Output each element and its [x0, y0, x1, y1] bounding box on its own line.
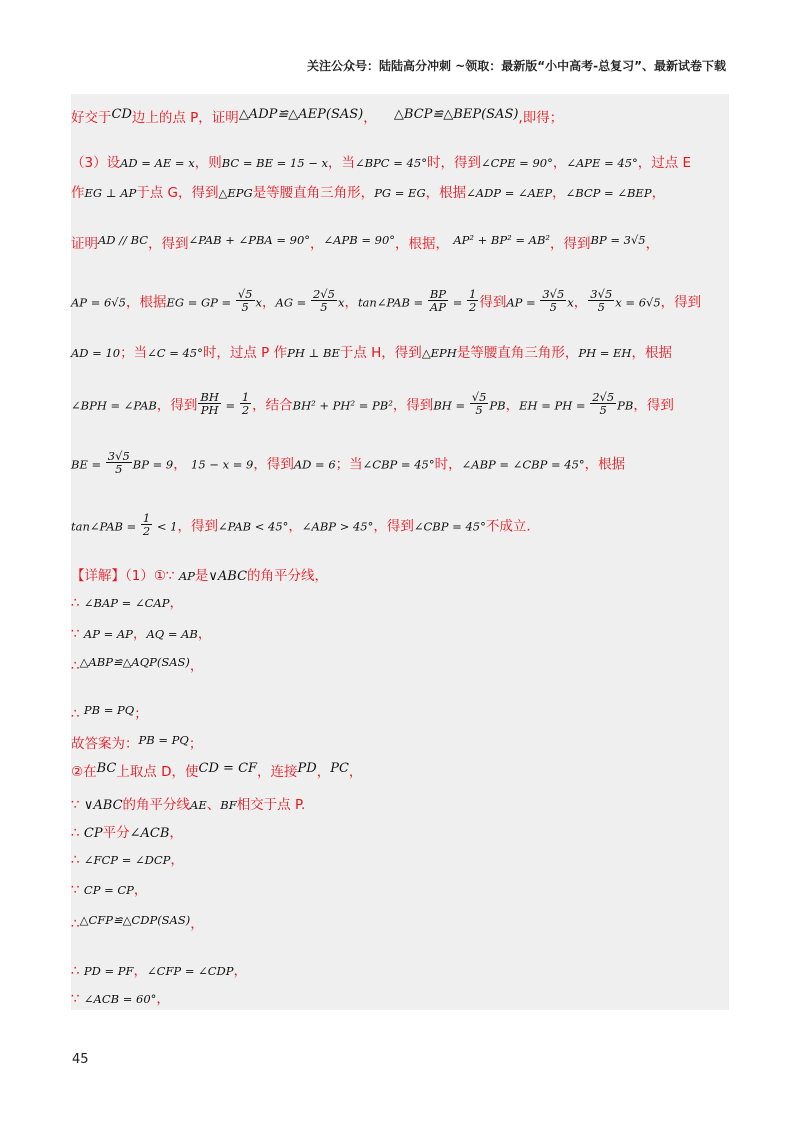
text-line: 好交于CD边上的点 P，证明△ADP≌△AEP(SAS)， △BCP≌△BEP(SAS),即得； — [71, 107, 564, 126]
solution-panel — [71, 94, 729, 1010]
text-line: 作EG ⊥ AP于点 G，得到△EPG是等腰直角三角形，PG = EG，根据∠ADP = ∠AEP，∠BCP = ∠BEP， — [71, 185, 666, 201]
text-line: 证明AD // BC，得到∠PAB + ∠PBA = 90°，∠APB = 90°，根据， AP² + BP² = AB²，得到BP = 3√5， — [71, 233, 660, 252]
text-line: ∴ PD = PF，∠CFP = ∠CDP， — [71, 963, 248, 979]
text-line: （3）设AD = AE = x，则BC = BE = 15 − x，当∠BPC = 45°时，得到∠CPE = 90°，∠APE = 45°，过点 E — [71, 155, 692, 171]
text-line: ∵ CP = CP， — [71, 882, 148, 898]
page-header: 关注公众号：陆陆高分冲刺 ~领取：最新版“小中高考-总复习”、最新试卷下载 — [307, 59, 726, 73]
text-line: ∴△ABP≌△AQP(SAS)， — [71, 655, 204, 674]
text-line: AD = 10；当∠C = 45°时，过点 P 作PH ⊥ BE于点 H，得到△EPH是等腰直角三角形，PH = EH，根据 — [71, 345, 672, 361]
text-line: ∠BPH = ∠PAB，得到 $\frac{BH}{PH}$ = $\frac{1}{2}$ ，结合BH² + PH² = PB²，得到BH = $\frac{√5}{5}$ PB，EH = PH = $\frac{2√5}{5}$ PB，得到 — [71, 390, 674, 418]
text-line: ∴ PB = PQ； — [71, 703, 148, 722]
text-line: ∴ ∠FCP = ∠DCP， — [71, 852, 184, 868]
text-line: ②在BC上取点 D，使CD = CF，连接PD，PC， — [71, 761, 363, 780]
text-line: BE = $\frac{3√5}{5}$ BP = 9， 15 − x = 9，得到AD = 6；当∠CBP = 45°时，∠ABP = ∠CBP = 45°，根据 — [71, 449, 626, 477]
text-line: ∵ AP = AP，AQ = AB， — [71, 626, 212, 642]
text-line: ∴△CFP≌△CDP(SAS)， — [71, 913, 204, 932]
text-line: ∴ CP平分∠ACB， — [71, 825, 183, 841]
text-line: ∵ ∠ACB = 60°， — [71, 991, 170, 1007]
text-line: 【详解】（1）①∵ AP是∨ABC的角平分线， — [71, 568, 329, 584]
page-number: 45 — [72, 1052, 89, 1067]
text-line: tan∠PAB = $\frac{1}{2}$ < 1，得到∠PAB < 45°，∠ABP > 45°，得到∠CBP = 45°不成立. — [71, 511, 531, 539]
text-line: ∵ ∨ABC的角平分线AE、BF相交于点 P. — [71, 797, 306, 813]
text-line: AP = 6√5，根据EG = GP = $\frac{√5}{5}$ x，AG = $\frac{2√5}{5}$ x，tan∠PAB = $\frac{BP}{AP}$ = $\frac{1}{2}$ 得到AP = $\frac{3√5}{5}$ x， $\frac{3√5}{5}$ x = 6√5，得到 — [71, 287, 702, 315]
text-line: 故答案为：PB = PQ； — [71, 733, 203, 752]
text-line: ∴ ∠BAP = ∠CAP， — [71, 595, 183, 611]
